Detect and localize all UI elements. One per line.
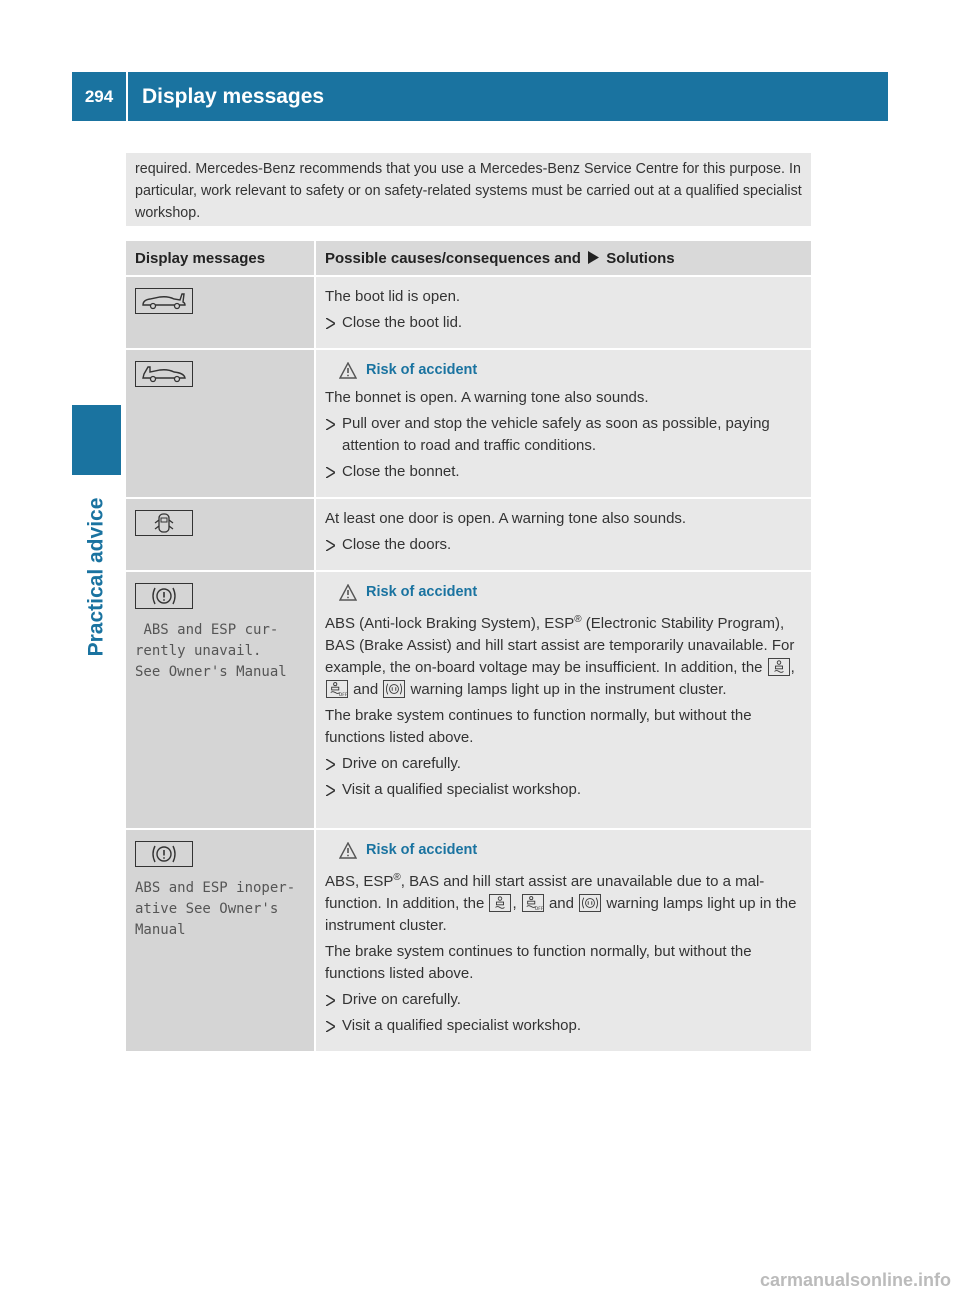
table-header-row — [126, 241, 811, 276]
step-marker-icon — [326, 318, 335, 329]
message-description: The boot lid is open. — [325, 288, 461, 305]
message-description: ABS, ESP®, BAS and hill start assist are unavailable due to a malfunction. In addition, the , OFF and warning lamps light up in the instrument cluster. — [325, 872, 797, 934]
solution-step: Drive on carefully. — [325, 989, 803, 1011]
warning-triangle-icon — [339, 842, 357, 859]
solution-step: Visit a qualified specialist workshop. — [325, 779, 803, 801]
warning-heading: Risk of accident — [325, 839, 803, 861]
message-description: ABS (Anti-lock Braking System), ESP® (Electronic Stability Program), BAS (Brake Assist) and hill start assist are temporarily unavailable. For example, the on-board voltage may be insufficient. In addition, the , OFF and warning lamps light up in the instrument cluster. — [325, 614, 795, 698]
bonnet-open-icon — [135, 361, 193, 387]
brake-warning-lamp-icon — [579, 894, 601, 912]
solution-step: Visit a qualified specialist workshop. — [325, 1015, 803, 1037]
svg-text:OFF: OFF — [338, 693, 347, 697]
table-row — [126, 498, 811, 571]
svg-text:OFF: OFF — [534, 907, 543, 911]
section-tab-marker — [72, 405, 121, 475]
warning-triangle-icon — [339, 362, 357, 379]
step-marker-icon — [326, 759, 335, 770]
solution-step: Pull over and stop the vehicle safely as soon as possible, paying attention to road and traffic conditions. — [325, 413, 803, 457]
brake-warning-lamp-icon — [383, 680, 405, 698]
play-arrow-icon — [588, 251, 599, 264]
esp-off-warning-lamp-icon — [522, 894, 544, 912]
solution-step: Close the bonnet. — [325, 461, 803, 483]
solution-step: Drive on carefully. — [325, 753, 803, 775]
abs-icon — [135, 841, 193, 867]
step-marker-icon — [326, 785, 335, 796]
display-messages-table — [126, 241, 811, 1053]
step-marker-icon — [326, 995, 335, 1006]
warning-heading: Risk of accident — [325, 581, 803, 603]
col-header-solutions: Possible causes/consequences and Solutions — [315, 241, 811, 276]
warning-triangle-icon — [339, 584, 357, 601]
table-row — [126, 349, 811, 498]
section-label — [72, 482, 121, 672]
step-marker-icon — [326, 1021, 335, 1032]
col-header-display-messages: Display messages — [126, 241, 315, 276]
door-open-icon — [135, 510, 193, 536]
table-row — [126, 829, 811, 1052]
step-marker-icon — [326, 467, 335, 478]
step-marker-icon — [326, 419, 335, 430]
esp-warning-lamp-icon — [768, 658, 790, 676]
intro-note: required. Mercedes-Benz recommends that you use a Mercedes-Benz Service Centre for this purpose. In particular, work relevant to safety or on safety-related systems must be carried out at a qualified specialist workshop. — [126, 153, 811, 226]
solution-step: Close the doors. — [325, 534, 803, 556]
page-title: Display messages — [142, 84, 325, 108]
message-description: At least one door is open. A warning tone also sounds. — [325, 510, 687, 527]
message-note: The brake system continues to function normally, but without the functions listed above. — [325, 707, 752, 746]
abs-icon — [135, 583, 193, 609]
page-number: 294 — [72, 72, 128, 121]
message-description: The bonnet is open. A warning tone also sounds. — [325, 389, 649, 406]
boot-lid-open-icon — [135, 288, 193, 314]
message-note: The brake system continues to function normally, but without the functions listed above. — [325, 943, 752, 982]
section-label-text: Practical advice — [84, 497, 108, 657]
solution-step: Close the boot lid. — [325, 312, 803, 334]
table-row — [126, 276, 811, 349]
warning-heading: Risk of accident — [325, 359, 803, 381]
table-row — [126, 571, 811, 829]
esp-off-warning-lamp-icon — [326, 680, 348, 698]
watermark: carmanualsonline.info — [759, 1270, 951, 1290]
display-message-text: ABS and ESP inoper‐ ative See Owner's Manual — [135, 880, 296, 938]
step-marker-icon — [326, 540, 335, 551]
esp-warning-lamp-icon — [489, 894, 511, 912]
display-message-text: ABS and ESP cur‐ rently unavail. See Owner's Manual — [135, 622, 287, 680]
page-header — [72, 72, 888, 121]
